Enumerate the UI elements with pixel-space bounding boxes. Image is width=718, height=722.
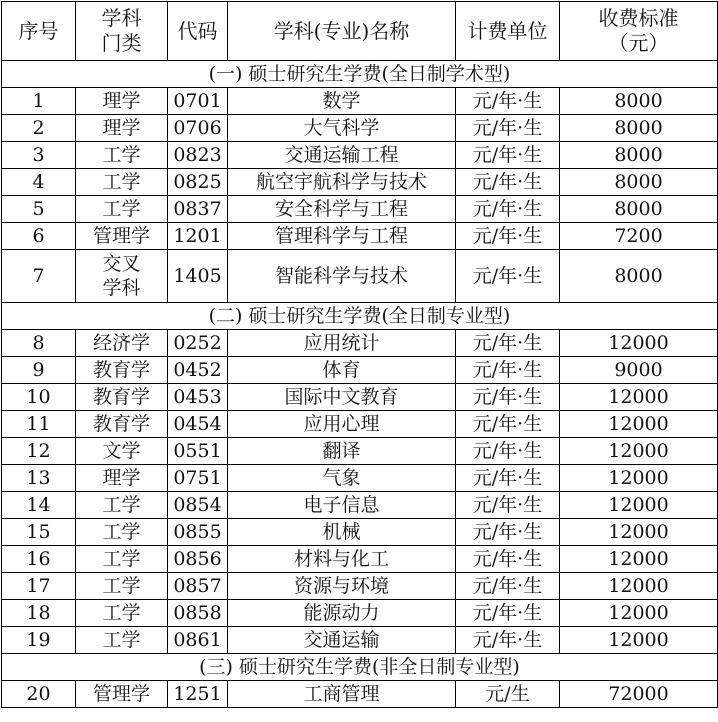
cell-code: 0858 — [168, 600, 228, 627]
cell-name: 航空宇航科学与技术 — [228, 169, 456, 196]
cell-name: 应用心理 — [228, 411, 456, 438]
table-row — [2, 115, 718, 142]
cell-fee: 12000 — [560, 492, 718, 519]
cell-unit: 元/年·生 — [456, 546, 560, 573]
cell-unit: 元/年·生 — [456, 465, 560, 492]
cell-name: 体育 — [228, 357, 456, 384]
cell-unit: 元/年·生 — [456, 196, 560, 223]
cell-code: 0751 — [168, 465, 228, 492]
table-row — [2, 600, 718, 627]
table-row — [2, 196, 718, 223]
table-row — [2, 250, 718, 303]
cell-code: 0551 — [168, 438, 228, 465]
cell-fee: 12000 — [560, 573, 718, 600]
cell-category: 理学 — [76, 88, 168, 115]
cell-code: 0701 — [168, 88, 228, 115]
cell-unit: 元/年·生 — [456, 115, 560, 142]
cell-code: 0252 — [168, 330, 228, 357]
header-category: 学科门类 — [76, 2, 168, 61]
cell-code: 0861 — [168, 627, 228, 654]
header-name: 学科(专业)名称 — [228, 2, 456, 61]
cell-fee: 72000 — [560, 681, 718, 708]
cell-fee: 7200 — [560, 223, 718, 250]
cell-seq: 8 — [2, 330, 76, 357]
table-row — [2, 330, 718, 357]
cell-seq: 7 — [2, 250, 76, 303]
cell-fee: 12000 — [560, 600, 718, 627]
cell-fee: 8000 — [560, 142, 718, 169]
cell-fee: 12000 — [560, 438, 718, 465]
table-row — [2, 384, 718, 411]
header-row — [2, 2, 718, 61]
cell-name: 资源与环境 — [228, 573, 456, 600]
table-row — [2, 546, 718, 573]
table-row — [2, 627, 718, 654]
cell-category: 理学 — [76, 465, 168, 492]
cell-name: 国际中文教育 — [228, 384, 456, 411]
cell-seq: 1 — [2, 88, 76, 115]
section-title: (二) 硕士研究生学费(全日制专业型) — [2, 303, 718, 330]
cell-seq: 4 — [2, 169, 76, 196]
cell-fee: 12000 — [560, 546, 718, 573]
cell-name: 工商管理 — [228, 681, 456, 708]
cell-code: 0857 — [168, 573, 228, 600]
table-row — [2, 519, 718, 546]
table-row — [2, 142, 718, 169]
cell-unit: 元/年·生 — [456, 519, 560, 546]
header-fee: 收费标准（元） — [560, 2, 718, 61]
cell-unit: 元/年·生 — [456, 627, 560, 654]
cell-fee: 12000 — [560, 519, 718, 546]
cell-name: 翻译 — [228, 438, 456, 465]
cell-seq: 20 — [2, 681, 76, 708]
cell-category: 工学 — [76, 492, 168, 519]
cell-category: 文学 — [76, 438, 168, 465]
cell-category: 工学 — [76, 519, 168, 546]
cell-code: 0855 — [168, 519, 228, 546]
cell-unit: 元/年·生 — [456, 357, 560, 384]
section-title: (一) 硕士研究生学费(全日制学术型) — [2, 61, 718, 88]
cell-code: 0454 — [168, 411, 228, 438]
cell-category: 教育学 — [76, 357, 168, 384]
cell-unit: 元/年·生 — [456, 411, 560, 438]
cell-fee: 9000 — [560, 357, 718, 384]
cell-unit: 元/年·生 — [456, 600, 560, 627]
cell-category: 教育学 — [76, 384, 168, 411]
cell-unit: 元/年·生 — [456, 384, 560, 411]
cell-name: 管理科学与工程 — [228, 223, 456, 250]
section-row — [2, 303, 718, 330]
table-row — [2, 169, 718, 196]
cell-fee: 8000 — [560, 88, 718, 115]
tuition-fee-table — [1, 1, 718, 708]
table-row — [2, 438, 718, 465]
table-row — [2, 465, 718, 492]
cell-code: 0452 — [168, 357, 228, 384]
cell-name: 气象 — [228, 465, 456, 492]
cell-seq: 3 — [2, 142, 76, 169]
cell-seq: 14 — [2, 492, 76, 519]
cell-seq: 13 — [2, 465, 76, 492]
cell-code: 0706 — [168, 115, 228, 142]
cell-unit: 元/年·生 — [456, 573, 560, 600]
cell-seq: 15 — [2, 519, 76, 546]
cell-category: 教育学 — [76, 411, 168, 438]
cell-fee: 8000 — [560, 169, 718, 196]
cell-fee: 8000 — [560, 115, 718, 142]
cell-unit: 元/年·生 — [456, 142, 560, 169]
cell-code: 0856 — [168, 546, 228, 573]
table-row — [2, 88, 718, 115]
cell-category: 理学 — [76, 115, 168, 142]
cell-seq: 10 — [2, 384, 76, 411]
cell-category: 工学 — [76, 546, 168, 573]
cell-name: 材料与化工 — [228, 546, 456, 573]
header-code: 代码 — [168, 2, 228, 61]
table-row — [2, 223, 718, 250]
cell-fee: 12000 — [560, 330, 718, 357]
cell-category: 经济学 — [76, 330, 168, 357]
cell-code: 1405 — [168, 250, 228, 303]
cell-name: 电子信息 — [228, 492, 456, 519]
cell-code: 0453 — [168, 384, 228, 411]
cell-unit: 元/年·生 — [456, 88, 560, 115]
section-row — [2, 61, 718, 88]
table-row — [2, 681, 718, 708]
header-unit: 计费单位 — [456, 2, 560, 61]
cell-category: 工学 — [76, 600, 168, 627]
cell-name: 交通运输 — [228, 627, 456, 654]
cell-unit: 元/年·生 — [456, 223, 560, 250]
cell-unit: 元/年·生 — [456, 492, 560, 519]
cell-category: 工学 — [76, 196, 168, 223]
cell-category: 工学 — [76, 627, 168, 654]
cell-fee: 12000 — [560, 384, 718, 411]
cell-fee: 8000 — [560, 250, 718, 303]
cell-name: 大气科学 — [228, 115, 456, 142]
cell-code: 0854 — [168, 492, 228, 519]
cell-seq: 5 — [2, 196, 76, 223]
cell-name: 应用统计 — [228, 330, 456, 357]
cell-category: 工学 — [76, 169, 168, 196]
cell-seq: 12 — [2, 438, 76, 465]
cell-fee: 8000 — [560, 196, 718, 223]
cell-code: 0837 — [168, 196, 228, 223]
cell-code: 0825 — [168, 169, 228, 196]
cell-name: 数学 — [228, 88, 456, 115]
cell-seq: 16 — [2, 546, 76, 573]
cell-seq: 9 — [2, 357, 76, 384]
cell-seq: 2 — [2, 115, 76, 142]
cell-unit: 元/年·生 — [456, 250, 560, 303]
table-row — [2, 357, 718, 384]
table-row — [2, 411, 718, 438]
cell-fee: 12000 — [560, 411, 718, 438]
cell-seq: 11 — [2, 411, 76, 438]
section-row — [2, 654, 718, 681]
cell-name: 智能科学与技术 — [228, 250, 456, 303]
cell-category: 管理学 — [76, 223, 168, 250]
cell-unit: 元/年·生 — [456, 169, 560, 196]
cell-unit: 元/生 — [456, 681, 560, 708]
cell-fee: 12000 — [560, 627, 718, 654]
cell-category: 交叉学科 — [76, 250, 168, 303]
cell-category: 管理学 — [76, 681, 168, 708]
table-row — [2, 573, 718, 600]
cell-name: 机械 — [228, 519, 456, 546]
cell-category: 工学 — [76, 142, 168, 169]
cell-seq: 18 — [2, 600, 76, 627]
cell-code: 1251 — [168, 681, 228, 708]
cell-unit: 元/年·生 — [456, 438, 560, 465]
cell-name: 安全科学与工程 — [228, 196, 456, 223]
cell-seq: 17 — [2, 573, 76, 600]
cell-code: 1201 — [168, 223, 228, 250]
cell-name: 能源动力 — [228, 600, 456, 627]
cell-name: 交通运输工程 — [228, 142, 456, 169]
cell-code: 0823 — [168, 142, 228, 169]
cell-seq: 6 — [2, 223, 76, 250]
section-title: (三) 硕士研究生学费(非全日制专业型) — [2, 654, 718, 681]
cell-seq: 19 — [2, 627, 76, 654]
header-seq: 序号 — [2, 2, 76, 61]
cell-fee: 12000 — [560, 465, 718, 492]
cell-unit: 元/年·生 — [456, 330, 560, 357]
cell-category: 工学 — [76, 573, 168, 600]
table-row — [2, 492, 718, 519]
